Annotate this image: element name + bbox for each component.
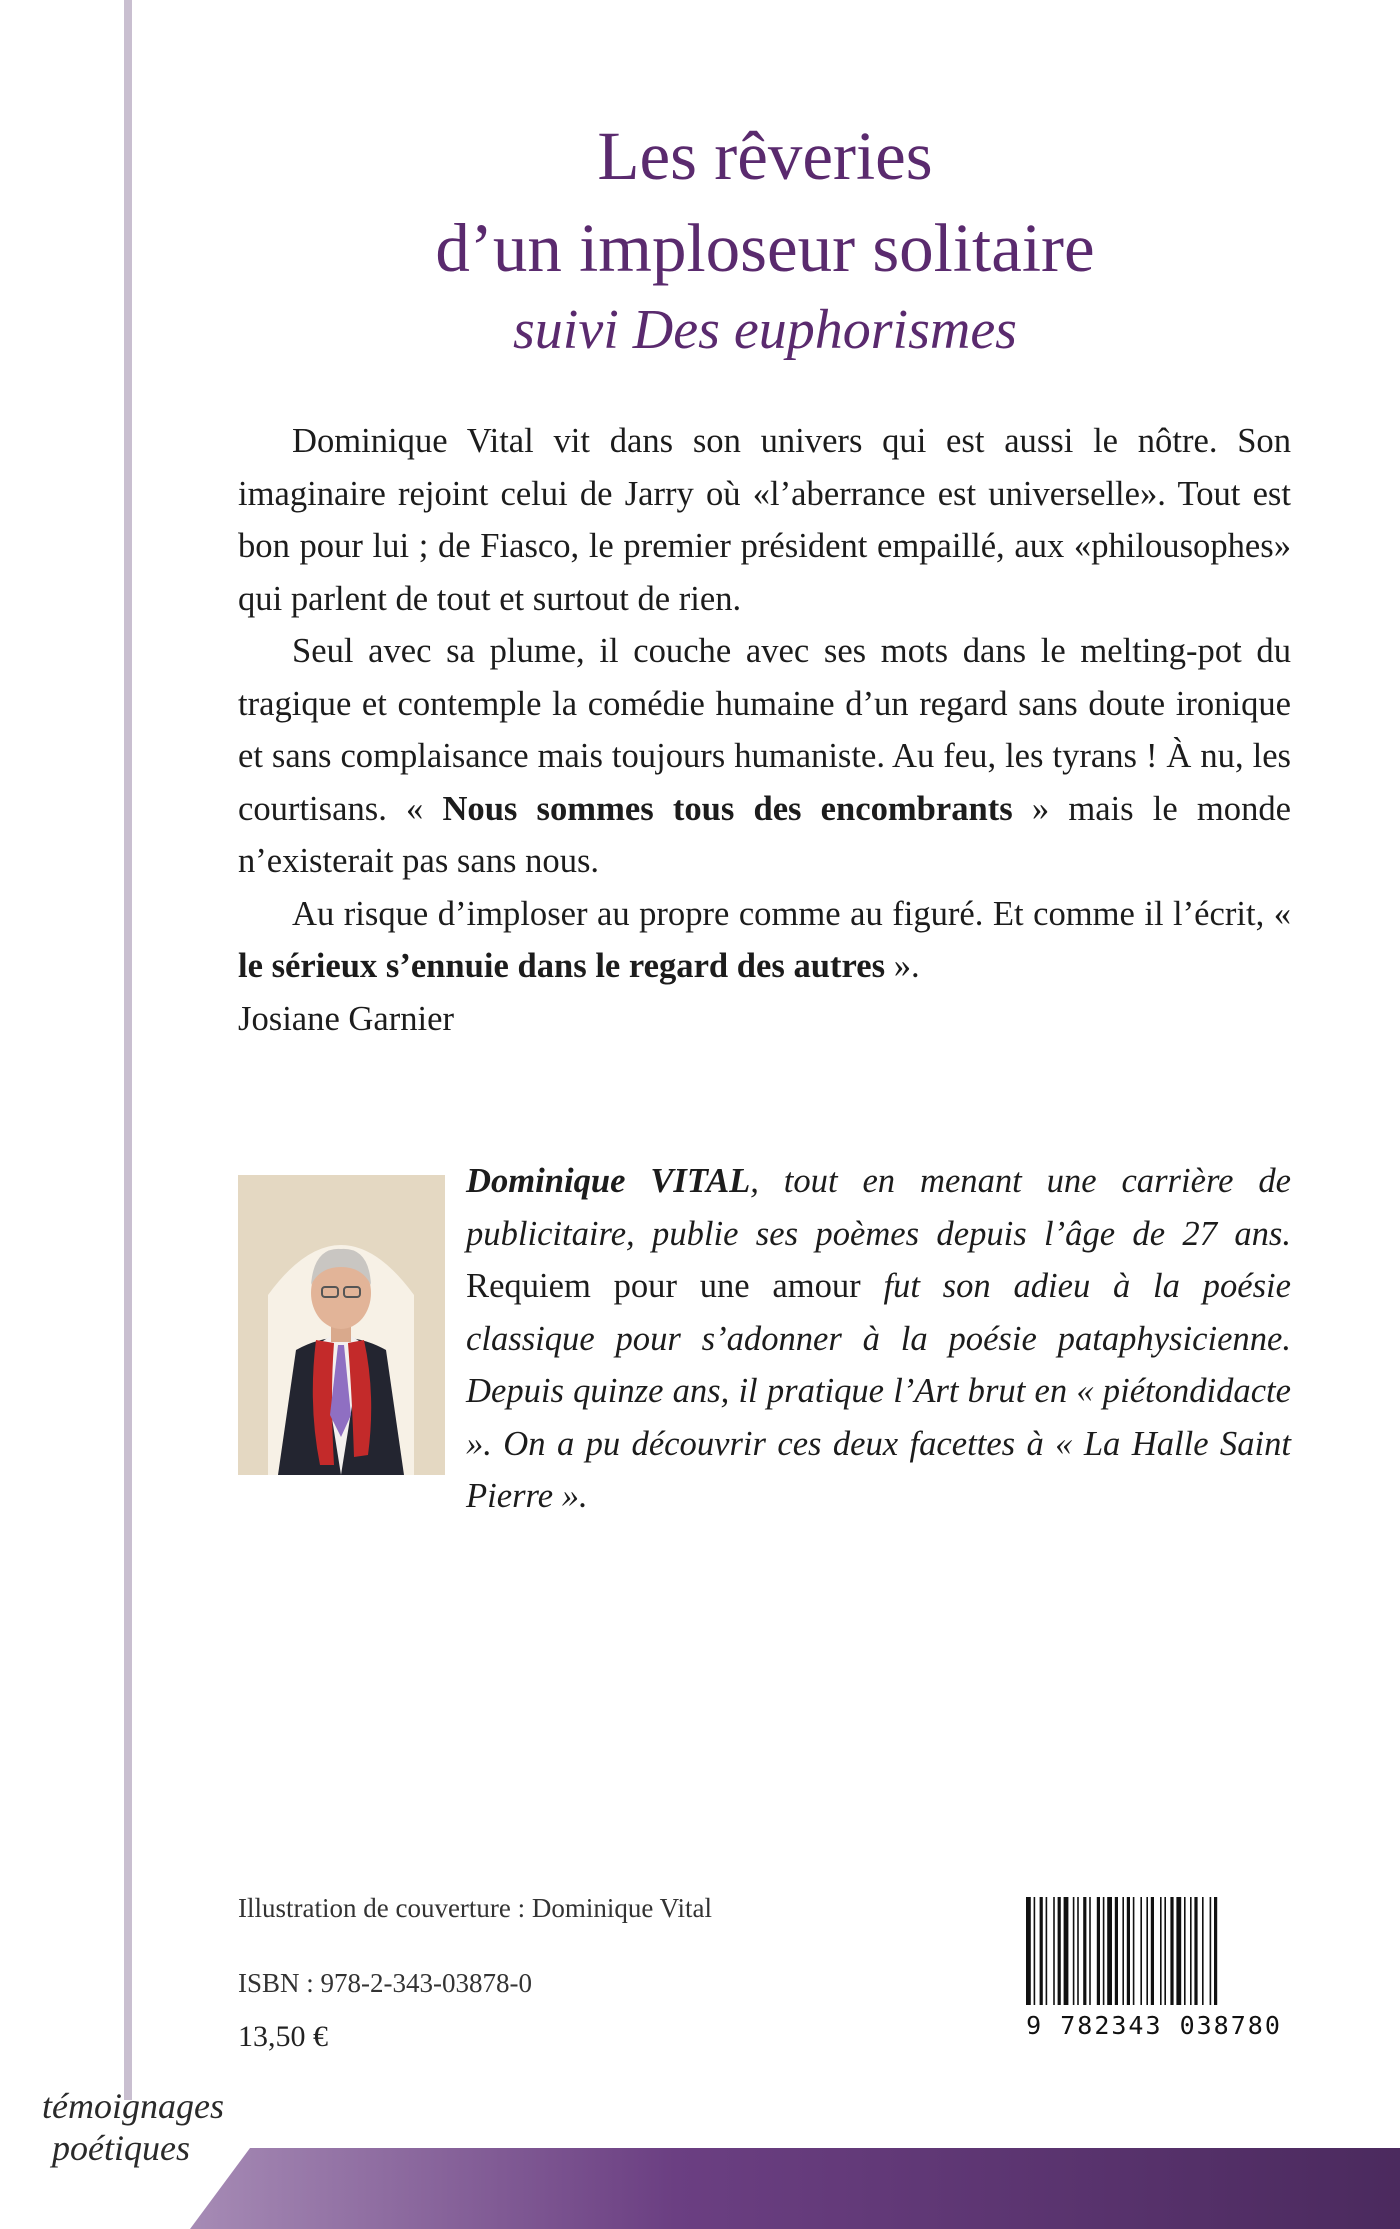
author-bio bbox=[466, 1155, 1291, 1523]
blurb-paragraph-2 bbox=[238, 625, 1291, 888]
author-name: Dominique VITAL bbox=[466, 1162, 751, 1200]
barcode-digits: 9 782343 038780 bbox=[1026, 2011, 1282, 2040]
blurb-p2-text: Seul avec sa plume, il couche avec ses mots dans le melting-pot du tragique et contemple la comédie humaine d’un regard sans doute ironique et sans complaisance mais toujours humaniste. Au feu, les tyrans ! À nu, les courtisans. « bbox=[238, 632, 1291, 828]
barcode-bars bbox=[1018, 1895, 1290, 2011]
blurb-paragraph-3 bbox=[238, 888, 1291, 993]
author-photo bbox=[238, 1175, 445, 1475]
blurb-p3-text-end: ». bbox=[885, 947, 920, 985]
series-line-1: témoignages bbox=[42, 2086, 224, 2126]
back-cover-blurb bbox=[238, 415, 1291, 1045]
blurb-quote-bold-1: Nous sommes tous des encombrants bbox=[442, 789, 1013, 828]
book-title bbox=[190, 110, 1340, 294]
title-line-1: Les rêveries bbox=[597, 118, 933, 194]
blurb-signature: Josiane Garnier bbox=[238, 999, 455, 1038]
bio-text-1: , tout en menant une carrière de publicitaire, publie ses poèmes depuis l’âge de 27 ans. bbox=[466, 1162, 1291, 1253]
price-text: 13,50 € bbox=[238, 2020, 328, 2053]
isbn-barcode bbox=[1018, 1895, 1290, 2045]
isbn-text: ISBN : 978-2-343-03878-0 bbox=[238, 1968, 532, 1998]
title-line-2: d’un imploseur solitaire bbox=[435, 210, 1095, 286]
series-logo bbox=[42, 2085, 302, 2169]
book-subtitle: suivi Des euphorismes bbox=[513, 299, 1017, 361]
series-line-2: poétiques bbox=[52, 2128, 190, 2168]
blurb-p3-text: Au risque d’imploser au propre comme au figuré. Et comme il l’écrit, « bbox=[292, 894, 1291, 933]
illustration-credit: Illustration de couverture : Dominique Vital bbox=[238, 1893, 713, 1923]
blurb-quote-bold-2: le sérieux s’ennuie dans le regard des autres bbox=[238, 947, 886, 985]
blurb-paragraph-1: Dominique Vital vit dans son univers qui est aussi le nôtre. Son imaginaire rejoint celui de Jarry où «l’aberrance est universelle». Tout est bon pour lui ; de Fiasco, le premier président empaillé, aux «philousophes» qui parlent de tout et surtout de rien. bbox=[238, 422, 1291, 618]
book-subtitle-wrap bbox=[190, 295, 1340, 365]
bio-book-title: Requiem pour une amour bbox=[466, 1267, 861, 1305]
side-decor-bar bbox=[124, 0, 132, 2100]
bio-text-2: fut son adieu à la poésie classique pour s’adonner à la poésie pataphysicienne. Depuis quinze ans, il pratique l’Art brut en « piétondidacte ». On a pu découvrir ces deux facettes à « La Halle Saint Pierre ». bbox=[466, 1267, 1292, 1515]
blurb-p2-text-end: » mais le monde n’existerait pas sans nous. bbox=[238, 789, 1291, 880]
